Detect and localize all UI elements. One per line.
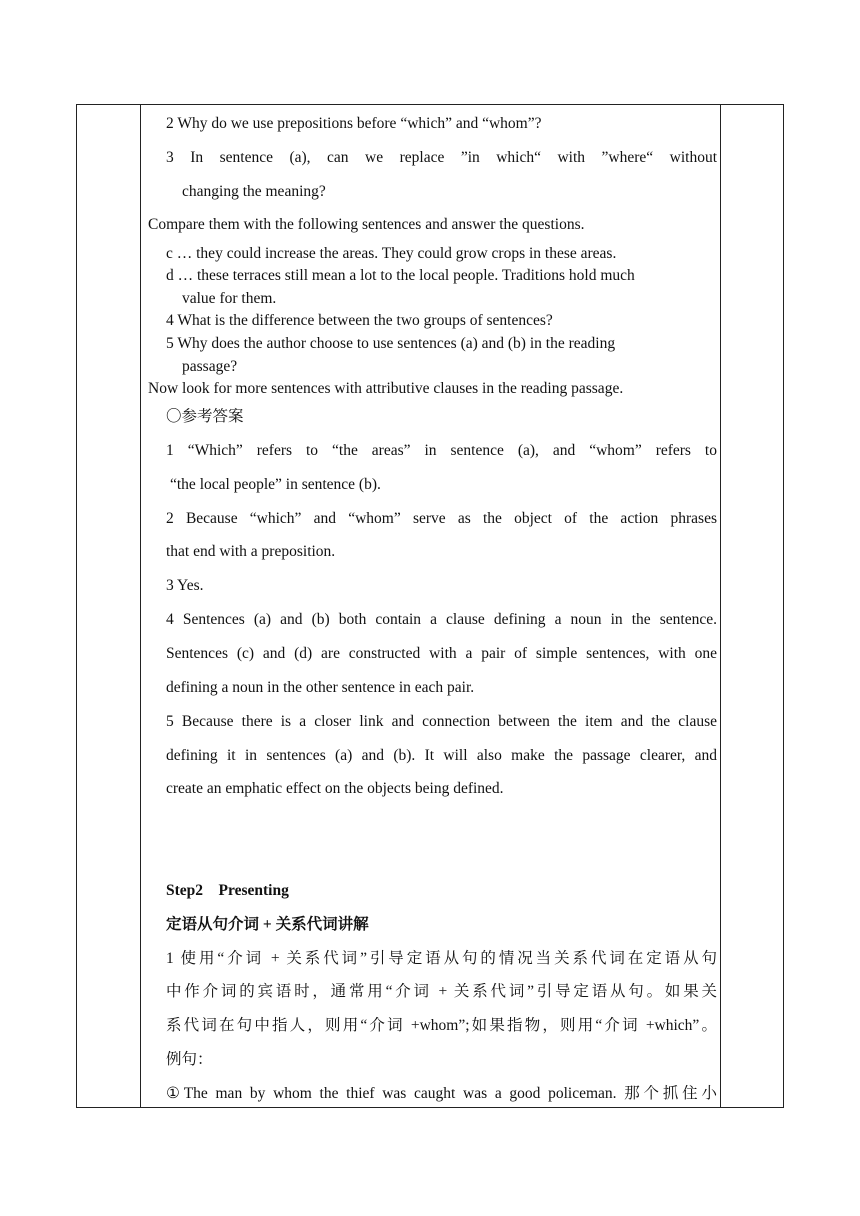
- answer-1: 1 “Which” refers to “the areas” in sentence (a), and “whom” refers to: [166, 442, 717, 459]
- instruction-compare: Compare them with the following sentences and answer the questions.: [148, 216, 585, 233]
- question-3: 3 In sentence (a), can we replace ”in which“ with ”where“ without: [166, 149, 717, 166]
- grammar-point-1-cont-1: 中作介词的宾语时，通常用“介词 + 关系代词”引导定语从句。如果关: [166, 983, 717, 1000]
- question-3-cont: changing the meaning?: [182, 183, 326, 200]
- answer-2: 2 Because “which” and “whom” serve as the object of the action phrases: [166, 510, 717, 527]
- step2-heading: Step2 Presenting: [166, 882, 289, 899]
- question-2: 2 Why do we use prepositions before “which” and “whom”?: [166, 115, 542, 132]
- grammar-point-1: 1 使用“介词 + 关系代词”引导定语从句的情况当关系代词在定语从句: [166, 950, 717, 967]
- answer-key-heading: 〇参考答案: [166, 408, 244, 425]
- answer-4-cont-2: defining a noun in the other sentence in each pair.: [166, 679, 475, 696]
- example-sentence-1: ①The man by whom the thief was caught was a good policeman. 那个抓住小: [166, 1085, 717, 1102]
- answer-3: 3 Yes.: [166, 577, 204, 594]
- answer-4-cont-1: Sentences (c) and (d) are constructed with a pair of simple sentences, with one: [166, 645, 717, 662]
- answer-1-cont: “the local people” in sentence (b).: [170, 476, 381, 493]
- instruction-look: Now look for more sentences with attributive clauses in the reading passage.: [148, 380, 624, 397]
- grammar-point-1-cont-2: 系代词在句中指人，则用“介词 +whom”;如果指物，则用“介词 +which”。: [166, 1017, 717, 1034]
- grammar-topic-heading: 定语从句介词 + 关系代词讲解: [166, 916, 369, 933]
- sentence-d: d … these terraces still mean a lot to the local people. Traditions hold much: [166, 267, 635, 284]
- answer-5: 5 Because there is a closer link and connection between the item and the clause: [166, 713, 717, 730]
- content-cell: [141, 105, 721, 1107]
- answer-2-cont: that end with a preposition.: [166, 543, 336, 560]
- question-5: 5 Why does the author choose to use sentences (a) and (b) in the reading: [166, 335, 616, 352]
- answer-5-cont-2: create an emphatic effect on the objects being defined.: [166, 780, 504, 797]
- sentence-c: c … they could increase the areas. They could grow crops in these areas.: [166, 245, 617, 262]
- example-label: 例句：: [166, 1051, 213, 1068]
- sentence-d-cont: value for them.: [182, 290, 277, 307]
- lesson-table: [76, 104, 784, 1108]
- question-4: 4 What is the difference between the two groups of sentences?: [166, 312, 553, 329]
- question-5-cont: passage?: [182, 358, 238, 375]
- answer-5-cont-1: defining it in sentences (a) and (b). It will also make the passage clearer, and: [166, 747, 717, 764]
- answer-4: 4 Sentences (a) and (b) both contain a clause defining a noun in the sentence.: [166, 611, 717, 628]
